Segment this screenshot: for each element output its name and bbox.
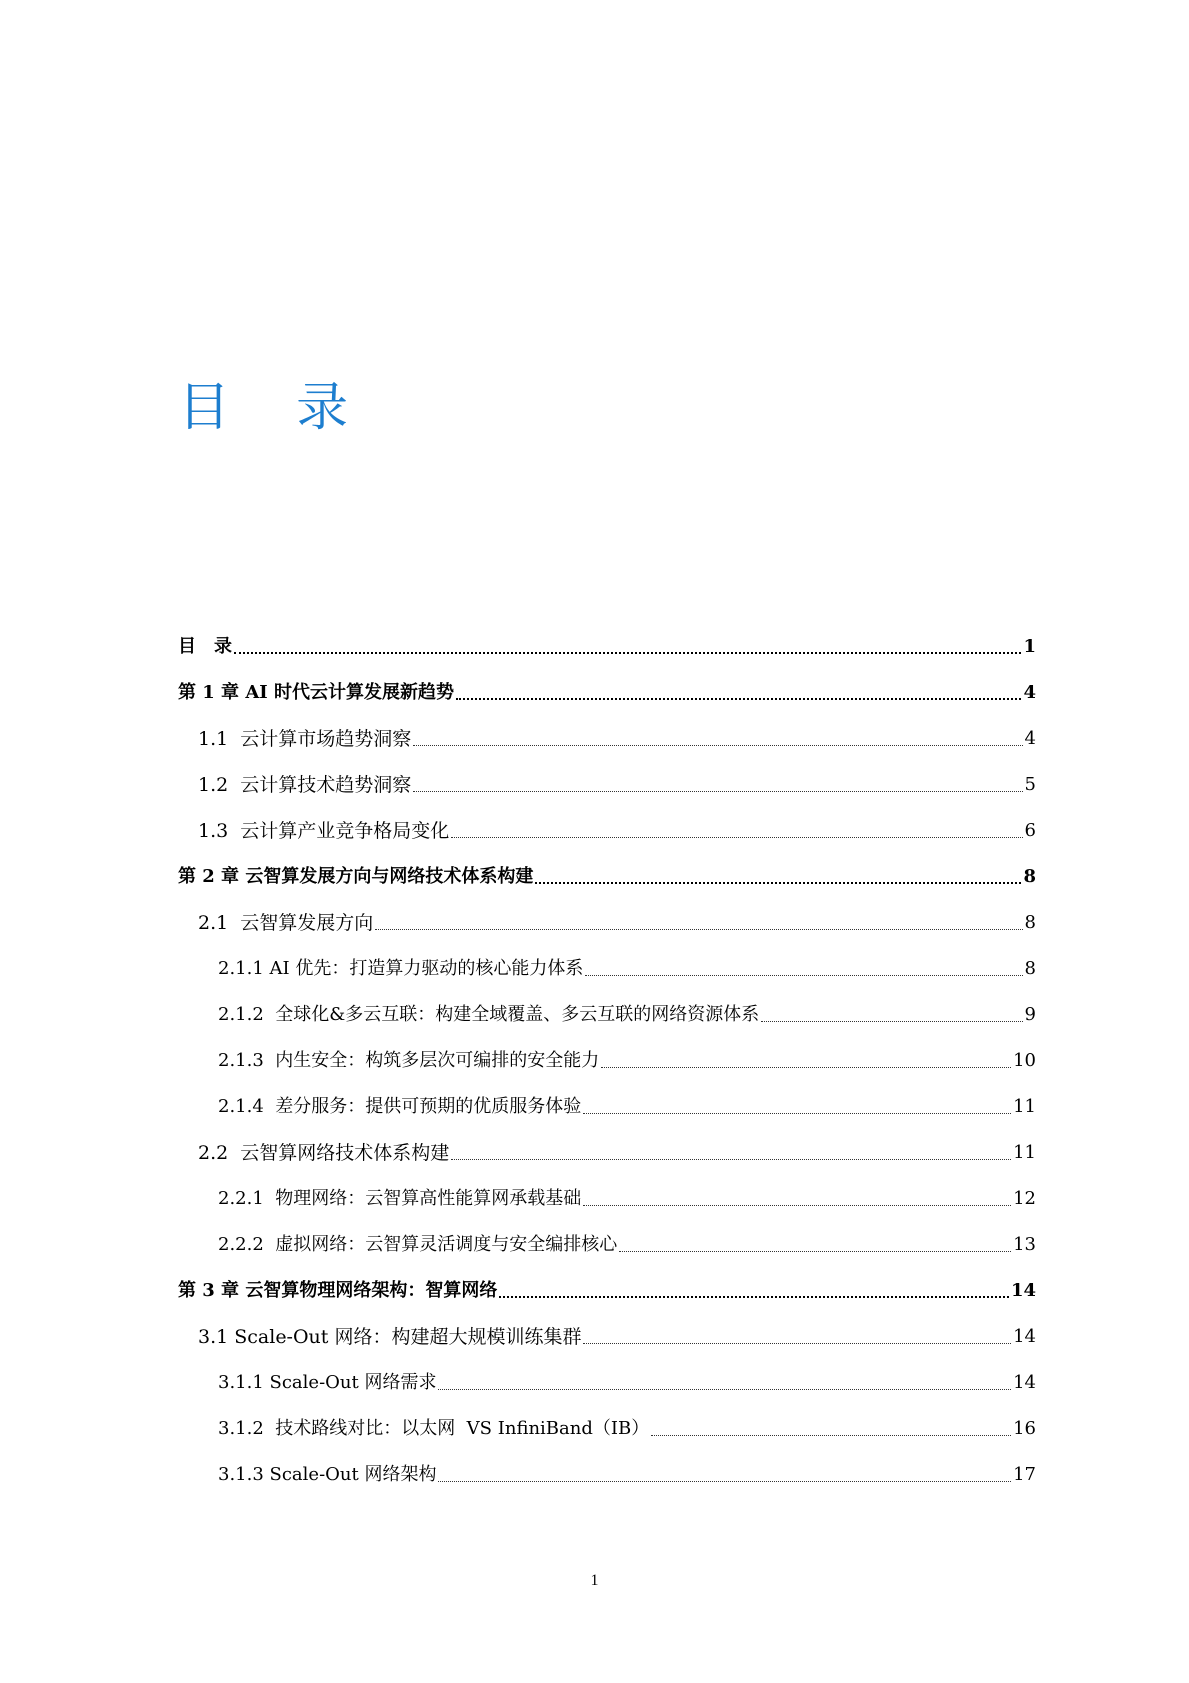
- toc-page-number: 13: [1013, 1234, 1036, 1255]
- toc-page-number: 1: [1023, 636, 1036, 657]
- page-title: 目 录: [178, 378, 349, 438]
- toc-entry[interactable]: [218, 1456, 1036, 1486]
- toc-label: 2.2.2 虚拟网络：云智算灵活调度与安全编排核心: [218, 1234, 618, 1255]
- toc-leader: [619, 1245, 1011, 1252]
- toc-leader: [413, 785, 1022, 792]
- toc-leader: [499, 1290, 1009, 1298]
- toc-leader: [413, 739, 1022, 746]
- toc-entry[interactable]: [198, 904, 1036, 934]
- toc-leader: [761, 1015, 1022, 1022]
- toc-leader: [535, 876, 1021, 884]
- toc-entry[interactable]: [218, 1226, 1036, 1256]
- toc-leader: [438, 1475, 1011, 1482]
- toc-page-number: 4: [1024, 728, 1036, 749]
- toc-leader: [451, 1153, 1011, 1160]
- toc-entry[interactable]: [218, 1364, 1036, 1394]
- toc-label: 2.1.4 差分服务：提供可预期的优质服务体验: [218, 1096, 582, 1117]
- toc-entry[interactable]: [218, 1410, 1036, 1440]
- toc-leader: [583, 1107, 1011, 1114]
- toc-page-number: 6: [1024, 820, 1036, 841]
- toc-label: 2.1.2 全球化&多云互联：构建全域覆盖、多云互联的网络资源体系: [218, 1004, 760, 1025]
- toc-leader: [583, 1337, 1011, 1344]
- toc-leader: [438, 1383, 1011, 1390]
- toc-leader: [583, 1199, 1011, 1206]
- toc-page-number: 14: [1013, 1326, 1036, 1347]
- toc-page-number: 4: [1023, 682, 1036, 703]
- toc-page-number: 10: [1013, 1050, 1036, 1071]
- toc-label: 2.2 云智算网络技术体系构建: [198, 1142, 450, 1164]
- toc-page-number: 12: [1013, 1188, 1036, 1209]
- toc-entry[interactable]: [178, 1272, 1036, 1302]
- toc-label: 2.1.3 内生安全：构筑多层次可编排的安全能力: [218, 1050, 600, 1071]
- page-number: 1: [590, 1572, 599, 1589]
- toc-leader: [651, 1429, 1011, 1436]
- toc-page-number: 11: [1013, 1142, 1036, 1163]
- toc-page-number: 17: [1013, 1464, 1036, 1485]
- toc-entry[interactable]: [198, 720, 1036, 750]
- toc-entry[interactable]: [178, 628, 1036, 658]
- toc-label: 1.2 云计算技术趋势洞察: [198, 774, 412, 796]
- toc-entry[interactable]: [198, 1134, 1036, 1164]
- toc-label: 3.1 Scale-Out 网络：构建超大规模训练集群: [198, 1326, 582, 1348]
- toc-page-number: 9: [1024, 1004, 1036, 1025]
- toc-page-number: 16: [1013, 1418, 1036, 1439]
- toc-page-number: 8: [1024, 912, 1036, 933]
- toc-entry[interactable]: [218, 1088, 1036, 1118]
- toc-label: 1.1 云计算市场趋势洞察: [198, 728, 412, 750]
- toc-label: 2.1 云智算发展方向: [198, 912, 374, 934]
- toc-leader: [456, 692, 1021, 700]
- toc-label: 第 1 章 AI 时代云计算发展新趋势: [178, 682, 454, 703]
- toc-leader: [234, 646, 1021, 654]
- toc-label: 1.3 云计算产业竞争格局变化: [198, 820, 450, 842]
- toc-entry[interactable]: [198, 1318, 1036, 1348]
- toc-leader: [585, 969, 1022, 976]
- toc-label: 2.1.1 AI 优先：打造算力驱动的核心能力体系: [218, 958, 584, 979]
- toc-entry[interactable]: [198, 766, 1036, 796]
- toc-label: 3.1.1 Scale-Out 网络需求: [218, 1372, 437, 1393]
- toc-label: 第 2 章 云智算发展方向与网络技术体系构建: [178, 866, 534, 887]
- toc-entry[interactable]: [218, 950, 1036, 980]
- toc-page-number: 8: [1023, 866, 1036, 887]
- toc-entry[interactable]: [218, 996, 1036, 1026]
- toc-entry[interactable]: [178, 674, 1036, 704]
- toc-label: 目 录: [178, 636, 232, 657]
- toc-leader: [451, 831, 1022, 838]
- toc-page-number: 14: [1010, 1280, 1036, 1301]
- toc-leader: [375, 923, 1022, 930]
- toc-label: 3.1.3 Scale-Out 网络架构: [218, 1464, 437, 1485]
- toc-page-number: 8: [1024, 958, 1036, 979]
- toc-label: 3.1.2 技术路线对比：以太网 VS InfiniBand（IB）: [218, 1418, 650, 1439]
- toc-entry[interactable]: [218, 1042, 1036, 1072]
- toc-leader: [601, 1061, 1011, 1068]
- toc-entry[interactable]: [178, 858, 1036, 888]
- toc-label: 2.2.1 物理网络：云智算高性能算网承载基础: [218, 1188, 582, 1209]
- toc-page-number: 5: [1024, 774, 1036, 795]
- toc-page-number: 11: [1013, 1096, 1036, 1117]
- toc-entry[interactable]: [198, 812, 1036, 842]
- toc-entry[interactable]: [218, 1180, 1036, 1210]
- toc-page-number: 14: [1013, 1372, 1036, 1393]
- toc-label: 第 3 章 云智算物理网络架构：智算网络: [178, 1280, 498, 1301]
